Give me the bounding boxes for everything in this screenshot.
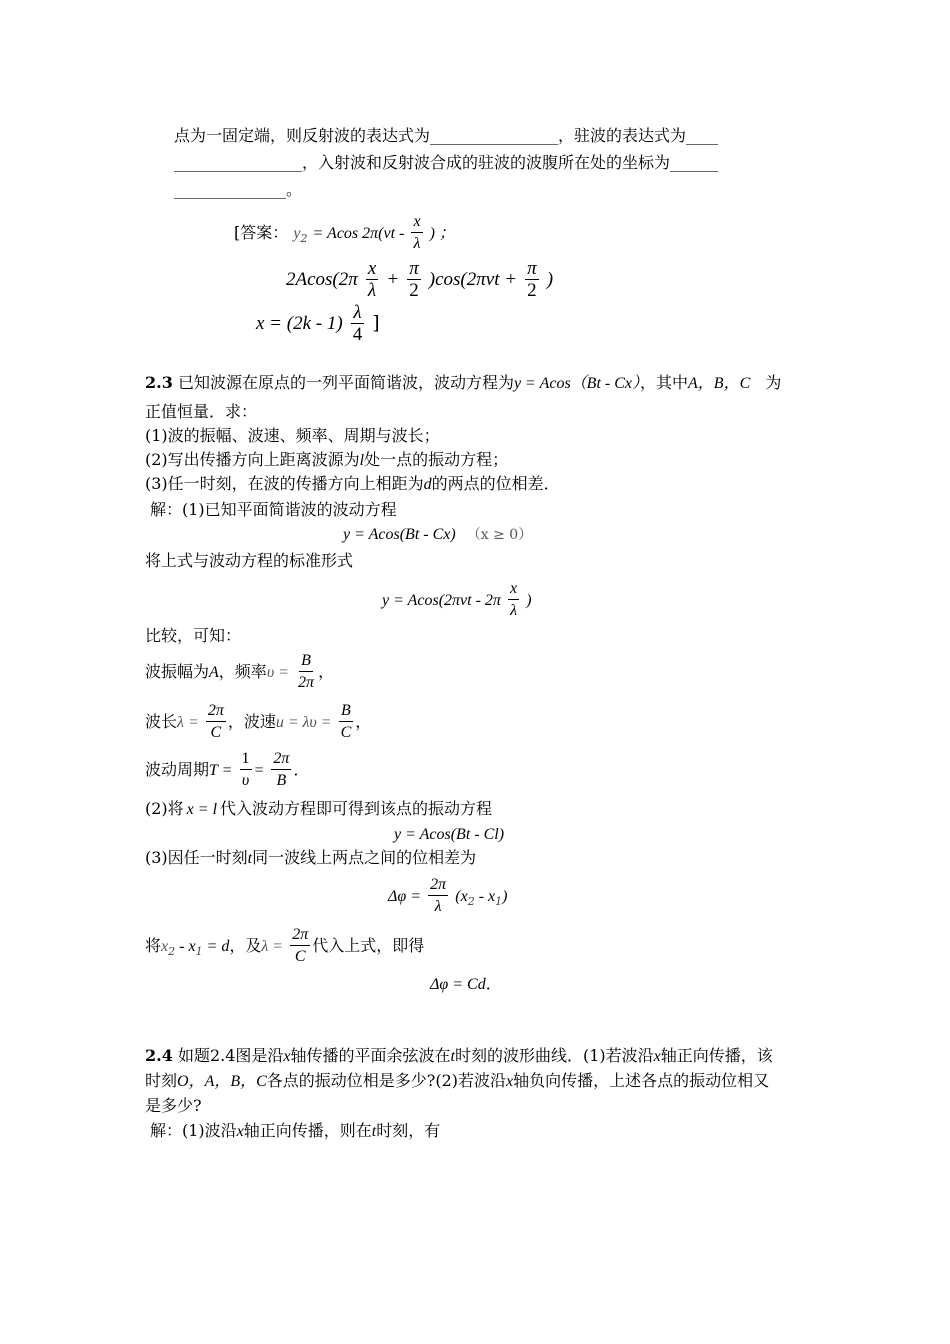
solution-eq-1 xyxy=(343,522,532,547)
l1-t: t xyxy=(450,1048,455,1065)
p3-frac xyxy=(428,875,448,918)
frac-den: 2 xyxy=(527,279,537,301)
p4-a: 将 xyxy=(145,936,162,955)
p3-eq-a: Δφ = xyxy=(388,888,422,905)
answer-y-sub: 2 xyxy=(300,232,308,245)
fill-line-3: ______________。 xyxy=(174,180,303,199)
p4-minus: - x xyxy=(175,938,196,955)
per-frac-1 xyxy=(240,749,252,792)
problem-2-4-line-1 xyxy=(145,1044,773,1069)
eq-2-frac xyxy=(508,579,519,622)
part2-eq xyxy=(394,822,504,847)
eq-1: y = Acos(Bt - Cx) xyxy=(343,526,456,543)
answer-2-frac-1 xyxy=(366,259,378,302)
l1-c: 时刻的波形曲线．(1)若波沿 xyxy=(454,1046,654,1065)
answer-y: y xyxy=(293,225,301,242)
s1-a: 解：(1)波沿 xyxy=(150,1121,237,1140)
p3-b: 同一波线上两点之间的位相差为 xyxy=(252,848,477,867)
period-line xyxy=(145,748,309,793)
part3-line xyxy=(145,846,476,871)
solution-line-1: 解：(1)已知平面简谐波的波动方程 xyxy=(150,500,397,519)
p4-lam: λ = xyxy=(261,938,284,955)
answer-3-end: ] xyxy=(372,312,380,334)
l1-a: 如题2.4图是沿 xyxy=(177,1046,284,1065)
frac-den: C xyxy=(210,724,222,741)
p3-sub-2: 2 xyxy=(467,895,475,908)
problem-2-3-line-3: (1)波的振幅、波速、频率、周期与波长； xyxy=(145,426,440,445)
p4-b: ，及 xyxy=(229,936,262,955)
p3-eq-c: - x xyxy=(474,888,496,905)
amp-end: ， xyxy=(318,662,335,681)
amp-a: 波振幅为 xyxy=(145,662,210,681)
frac-den: λ xyxy=(434,898,442,915)
amp-b: ，频率 xyxy=(218,662,267,681)
answer-label: [答案： xyxy=(234,223,289,242)
answer-2-a: 2Acos(2π xyxy=(286,269,358,290)
q5-b: 的两点的位相差． xyxy=(431,474,560,493)
q1-text: 已知波源在原点的一列平面简谐波，波动方程为 xyxy=(177,373,514,392)
per-eq: = xyxy=(253,762,265,779)
p4-sub-2: 2 xyxy=(168,945,176,958)
frac-num: π xyxy=(527,257,537,279)
frac-num: 2π xyxy=(290,925,310,946)
s1-t: t xyxy=(371,1123,377,1140)
l1-d: 轴正向传播，该 xyxy=(660,1046,773,1065)
q4-a: (2)写出传播方向上距离波源为 xyxy=(145,450,360,469)
l2-c: 轴负向传播，上述各点的振动位相又 xyxy=(513,1071,770,1090)
p4-eq: = d xyxy=(202,938,230,955)
per-end: ． xyxy=(293,760,310,779)
fill-line-1: 点为一固定端，则反射波的表达式为________________，驻波的表达式为____ xyxy=(174,126,719,145)
l1-b: 轴传播的平面余弦波在 xyxy=(290,1046,451,1065)
l2-x: x xyxy=(506,1073,514,1090)
answer-2-frac-3 xyxy=(525,259,539,302)
frac-num: 2π xyxy=(206,701,226,722)
frac-num: B xyxy=(339,701,353,722)
part4-result xyxy=(430,972,502,997)
answer-2-plus: + xyxy=(386,269,400,290)
p2-a: (2)将 xyxy=(145,799,184,818)
frac-num: λ xyxy=(353,301,362,323)
problem-2-4-line-3: 是多少? xyxy=(145,1096,202,1115)
q1-tail: ，其中 xyxy=(640,373,689,392)
p3-eq-d: ) xyxy=(502,888,508,905)
fill-line-2: ________________，入射波和反射波合成的驻波的波腹所在处的坐标为______ xyxy=(174,153,719,172)
answer-2-b: )cos(2πνt + xyxy=(428,269,518,290)
p4-x: x xyxy=(161,938,169,955)
frac-num: B xyxy=(299,651,313,672)
frac-num: π xyxy=(409,257,419,279)
problem-2-4-solution xyxy=(150,1119,440,1144)
q1-eq: y = Acos（Bt - Cx） xyxy=(513,375,640,392)
p4-end: ． xyxy=(485,974,502,993)
per-a: 波动周期 xyxy=(145,760,210,779)
answer-line-3 xyxy=(256,300,380,347)
frac-den: λ xyxy=(413,235,421,252)
frac-den: 2 xyxy=(409,279,419,301)
frac-num: x xyxy=(367,257,377,279)
p3-t: t xyxy=(247,850,253,867)
answer-2-c: ) xyxy=(546,269,554,290)
q4-var: l xyxy=(359,452,365,469)
q4-b: 处一点的振动方程； xyxy=(364,450,509,469)
wl-frac-2 xyxy=(339,701,354,744)
amp-var: A xyxy=(209,664,219,681)
answer-1-mid: = Acos 2π(νt - xyxy=(312,225,405,242)
frac-den: υ xyxy=(241,772,250,789)
answer-3-frac xyxy=(351,303,365,346)
per-T: T = xyxy=(209,762,233,779)
p3-sub-1: 1 xyxy=(495,895,503,908)
problem-number: 2.3 xyxy=(145,373,173,392)
l2-a: 时刻 xyxy=(145,1071,178,1090)
wl-end: ， xyxy=(355,712,372,731)
eq-2-a: y = Acos(2πνt - 2π xyxy=(382,592,501,609)
per-frac-2 xyxy=(271,749,291,792)
q5-a: (3)任一时刻，在波的传播方向上相距为 xyxy=(145,474,424,493)
p2-b: 代入波动方程即可得到该点的振动方程 xyxy=(220,799,493,818)
frac-den: 4 xyxy=(352,323,363,345)
q1-vars: A，B，C xyxy=(688,375,751,392)
wl-lam: λ = xyxy=(177,714,199,731)
frac-den: λ xyxy=(510,602,518,619)
wavelength-line xyxy=(145,700,371,745)
frac-num: x xyxy=(411,212,422,233)
frac-den: C xyxy=(340,724,352,741)
l1-x2: x xyxy=(653,1048,661,1065)
wl-frac xyxy=(206,701,226,744)
l2-vars: O，A，B，C xyxy=(177,1073,267,1090)
frac-num: 2π xyxy=(428,875,448,896)
l1-x: x xyxy=(283,1048,291,1065)
answer-1-frac xyxy=(411,212,422,255)
amplitude-line xyxy=(145,650,334,695)
p4-frac xyxy=(290,925,310,968)
frac-num: 2π xyxy=(271,749,291,770)
s1-b: 轴正向传播，则在 xyxy=(243,1121,372,1140)
p3-a: (3)因任一时刻 xyxy=(145,848,248,867)
p2-eq: y = Acos(Bt - Cl) xyxy=(394,826,505,843)
solution-eq-2 xyxy=(382,578,532,623)
solution-line-2: 将上式与波动方程的标准形式 xyxy=(145,551,354,570)
q1-end: 为 xyxy=(765,373,782,392)
problem-number: 2.4 xyxy=(145,1046,173,1065)
problem-2-3-line-1 xyxy=(145,371,781,396)
eq-1-cond: （x ≥ 0） xyxy=(466,527,533,543)
s1-c: 时刻，有 xyxy=(376,1121,441,1140)
frac-num: x xyxy=(508,579,519,600)
l2-b: 各点的振动位相是多少?(2)若波沿 xyxy=(266,1071,507,1090)
problem-2-4-line-2 xyxy=(145,1069,769,1094)
answer-line-1 xyxy=(234,212,455,259)
amp-frac xyxy=(296,651,316,694)
problem-2-3-line-4 xyxy=(145,448,508,473)
q5-var: d xyxy=(423,476,432,493)
problem-2-3-line-2: 正值恒量．求： xyxy=(145,402,258,421)
eq-2-b: ) xyxy=(526,592,532,609)
wl-u: u = λυ = xyxy=(275,714,332,731)
p4-res: Δφ = Cd xyxy=(430,976,486,993)
answer-1-end: ) ； xyxy=(429,225,456,242)
solution-line-3: 比较，可知： xyxy=(145,626,242,645)
p3-eq-b: (x xyxy=(455,888,468,905)
p4-c: 代入上式，即得 xyxy=(312,936,425,955)
amp-nu: υ = xyxy=(266,664,289,681)
wl-a: 波长 xyxy=(145,712,178,731)
frac-den: B xyxy=(276,772,287,789)
frac-den: λ xyxy=(367,279,377,301)
problem-2-3-line-5 xyxy=(145,472,560,497)
s1-x: x xyxy=(236,1123,244,1140)
answer-line-2 xyxy=(286,256,553,303)
part4-line xyxy=(145,924,424,974)
part2-line xyxy=(145,797,492,822)
p2-x: x = l xyxy=(186,801,218,818)
frac-den: 2π xyxy=(298,674,315,691)
answer-2-frac-2 xyxy=(407,259,421,302)
frac-num: 1 xyxy=(240,749,252,770)
frac-den: C xyxy=(294,948,306,965)
wl-b: ，波速 xyxy=(227,712,276,731)
part3-eq xyxy=(388,874,507,924)
p4-sub-1: 1 xyxy=(195,945,203,958)
answer-3-a: x = (2k - 1) xyxy=(256,313,343,334)
